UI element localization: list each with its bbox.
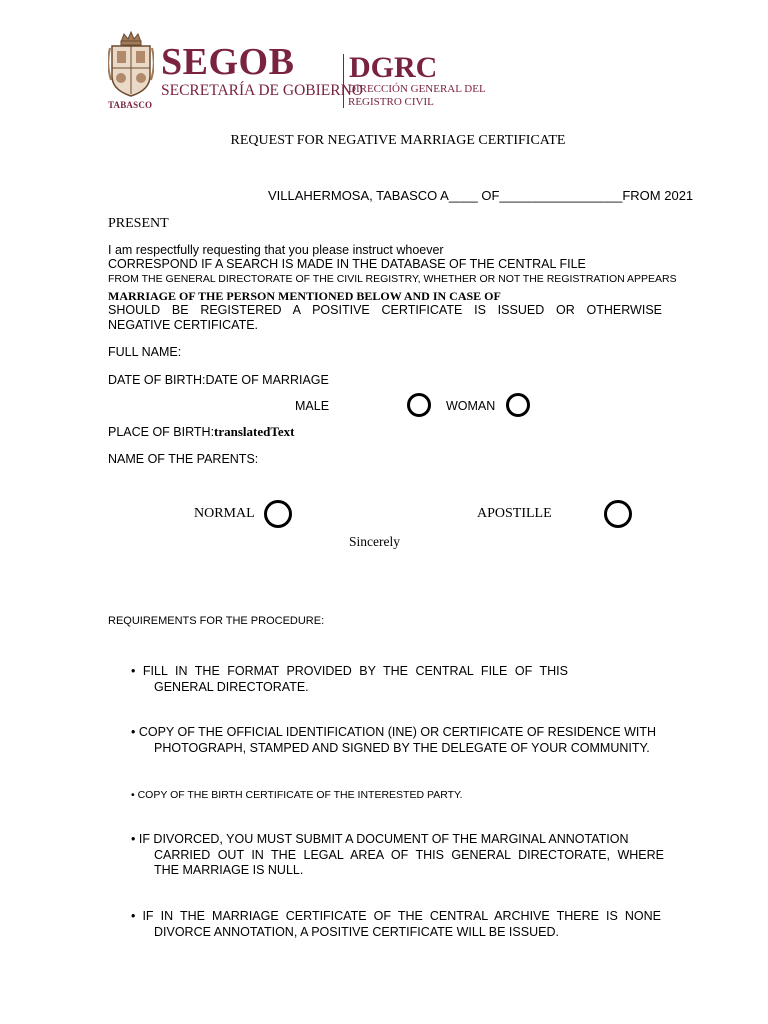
requirement-4-line-3: THE MARRIAGE IS NULL. [154,863,304,877]
place-of-birth-label: PLACE OF BIRTH: [108,425,215,439]
requirement-1-line-2: GENERAL DIRECTORATE. [154,680,309,694]
body-line-5: SHOULD BE REGISTERED A POSITIVE CERTIFICATE IS ISSUED OR OTHERWISE [108,303,662,317]
full-name-label: FULL NAME: [108,345,182,359]
requirement-5-line-1: • IF IN THE MARRIAGE CERTIFICATE OF THE CENTRAL ARCHIVE THERE IS NONE [131,909,661,923]
dgrc-subtitle-1: DIRECCIÓN GENERAL DEL [348,83,486,95]
shield-caption: TABASCO [108,100,153,110]
woman-radio[interactable] [506,393,530,417]
place-of-birth-value: translatedText [214,424,295,439]
body-line-4: MARRIAGE OF THE PERSON MENTIONED BELOW AND IN CASE OF [108,289,501,303]
dates-label: DATE OF BIRTH:DATE OF MARRIAGE [108,373,329,387]
requirement-2-line-1: • COPY OF THE OFFICIAL IDENTIFICATION (INE) OR CERTIFICATE OF RESIDENCE WITH [131,725,657,739]
requirement-4-line-1: • IF DIVORCED, YOU MUST SUBMIT A DOCUMENT OF THE MARGINAL ANNOTATION [131,832,629,846]
requirement-4-line-2: CARRIED OUT IN THE LEGAL AREA OF THIS GENERAL DIRECTORATE, WHERE [154,848,664,862]
dgrc-subtitle-2: REGISTRO CIVIL [348,96,434,108]
coat-of-arms-icon [108,30,154,100]
male-label: MALE [295,399,330,413]
place-of-birth-row [108,424,294,440]
sincerely-text: Sincerely [349,534,400,549]
secretaria-subtitle: SECRETARÍA DE GOBIERNO [161,82,363,99]
normal-radio[interactable] [264,500,292,528]
requirement-3: • COPY OF THE BIRTH CERTIFICATE OF THE INTERESTED PARTY. [131,789,463,801]
apostille-label: APOSTILLE [477,506,552,521]
logo-divider [343,54,344,108]
body-line-1: I am respectfully requesting that you please instruct whoever [108,243,444,257]
body-line-6: NEGATIVE CERTIFICATE. [108,318,259,332]
segob-wordmark: SEGOB [161,41,295,83]
place-date-line: VILLAHERMOSA, TABASCO A____ OF_________________FROM 2021 [268,188,694,203]
requirement-5-line-2: DIVORCE ANNOTATION, A POSITIVE CERTIFICATE WILL BE ISSUED. [154,925,559,939]
woman-label: WOMAN [446,399,496,413]
dgrc-wordmark: DGRC [349,51,438,84]
male-radio[interactable] [407,393,431,417]
normal-label: NORMAL [194,506,255,521]
body-line-2: CORRESPOND IF A SEARCH IS MADE IN THE DATABASE OF THE CENTRAL FILE [108,257,586,271]
requirement-2-line-2: PHOTOGRAPH, STAMPED AND SIGNED BY THE DELEGATE OF YOUR COMMUNITY. [154,741,650,755]
requirement-1-line-1: • FILL IN THE FORMAT PROVIDED BY THE CENTRAL FILE OF THIS [131,664,568,678]
apostille-radio[interactable] [604,500,632,528]
parents-label: NAME OF THE PARENTS: [108,452,259,466]
document-title: REQUEST FOR NEGATIVE MARRIAGE CERTIFICATE [230,133,566,148]
present-heading: PRESENT [108,216,169,231]
body-line-3: FROM THE GENERAL DIRECTORATE OF THE CIVIL REGISTRY, WHETHER OR NOT THE REGISTRATION APPEARS [108,273,677,285]
requirements-heading: REQUIREMENTS FOR THE PROCEDURE: [108,615,325,627]
